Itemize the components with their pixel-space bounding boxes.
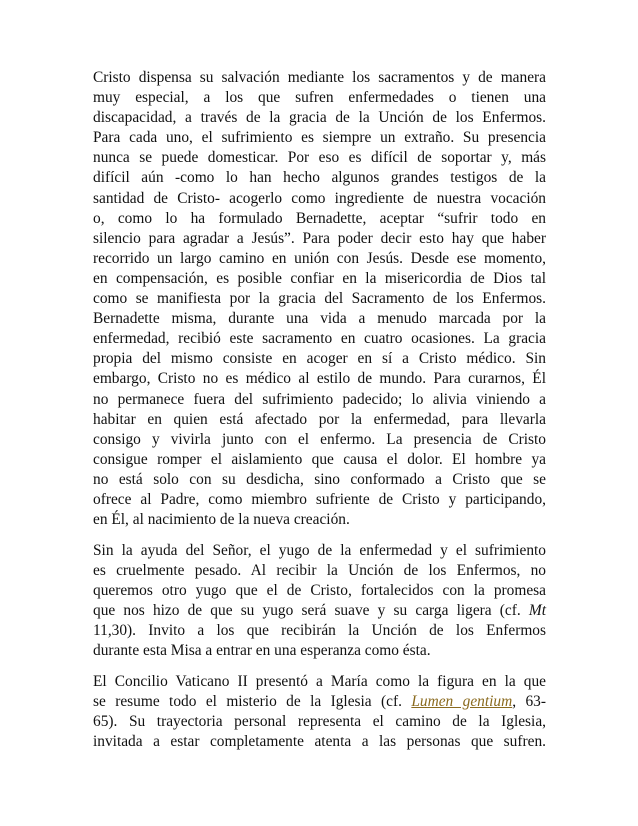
- text-line: santidad de Cristo- acogerlo como ingrediente de nuestra vocación: [93, 189, 546, 207]
- text-line: en Él, al nacimiento de la nueva creación.: [93, 511, 350, 529]
- text-line: propia del mismo consiste en acoger en sí a Cristo médico. Sin: [93, 350, 546, 368]
- text-line: consigue romper el aislamiento que causa el dolor. El hombre ya: [93, 450, 546, 468]
- paragraph-gap: [93, 661, 546, 672]
- text-line: muy especial, a los que sufren enfermedades o tienen una: [93, 89, 546, 107]
- text-line: consigo y vivirla junto con el enfermo. La presencia de Cristo: [93, 430, 546, 448]
- text-line: 65). Su trayectoria personal representa el camino de la Iglesia,: [93, 712, 546, 730]
- paragraph-gap: [93, 530, 546, 541]
- text-line: silencio para agradar a Jesús”. Para poder decir esto hay que haber: [93, 229, 546, 247]
- text-line: Para cada uno, el sufrimiento es siempre un extraño. Su presencia: [93, 129, 546, 147]
- text-line: ofrece al Padre, como miembro sufriente de Cristo y participando,: [93, 490, 546, 508]
- text-line: no está solo con su desdicha, sino conformado a Cristo que se: [93, 470, 546, 488]
- text-line: 11,30). Invito a los que recibirán la Unción de los Enfermos: [93, 622, 546, 640]
- text-line: Bernadette misma, durante una vida a menudo marcada por la: [93, 310, 546, 328]
- text-line: El Concilio Vaticano II presentó a María como la figura en la que: [93, 672, 546, 690]
- text-line: como se manifiesta por la gracia del Sacramento de los Enfermos.: [93, 290, 546, 308]
- text-line: difícil aún -como lo han hecho algunos grandes testigos de la: [93, 169, 546, 187]
- text-line-with-link: [93, 692, 546, 712]
- text-line: en compensación, es posible confiar en la misericordia de Dios tal: [93, 269, 546, 287]
- text-line: durante esta Misa a entrar en una esperanza como ésta.: [93, 642, 431, 660]
- text-segment: que nos hizo de que su yugo será suave y su carga ligera (cf.: [93, 601, 521, 619]
- text-line: o, como lo ha formulado Bernadette, aceptar “sufrir todo en: [93, 209, 546, 227]
- text-line: queremos otro yugo que el de Cristo, fortalecidos con la promesa: [93, 581, 546, 599]
- text-line: es cruelmente pesado. Al recibir la Unción de los Enfermos, no: [93, 561, 546, 579]
- lumen-gentium-link[interactable]: Lumen gentium: [411, 692, 513, 710]
- text-line: Cristo dispensa su salvación mediante los sacramentos y de manera: [93, 69, 546, 86]
- text-segment: , 63-: [512, 692, 546, 710]
- text-line: enfermedad, recibió este sacramento en cuatro ocasiones. La gracia: [93, 330, 546, 348]
- text-line: Sin la ayuda del Señor, el yugo de la enfermedad y el sufrimiento: [93, 541, 546, 559]
- citation-mt: Mt: [528, 601, 546, 619]
- text-line: invitada a estar completamente atenta a las personas que sufren.: [93, 733, 546, 750]
- text-line: embargo, Cristo no es médico al estilo de mundo. Para curarnos, Él: [93, 370, 546, 388]
- paragraph-2: [93, 541, 546, 662]
- paragraph-1: [93, 68, 546, 530]
- text-line: no permanece fuera del sufrimiento padecido; lo alivia viniendo a: [93, 390, 546, 408]
- text-segment: se resume todo el misterio de la Iglesia (cf.: [93, 692, 412, 710]
- text-line: nunca se puede domesticar. Por eso es difícil de soportar y, más: [93, 149, 546, 167]
- text-line: discapacidad, a través de la gracia de la Unción de los Enfermos.: [93, 109, 546, 127]
- text-line: recorrido un largo camino en unión con Jesús. Desde ese momento,: [93, 249, 546, 267]
- text-line: habitar en quien está afectado por la enfermedad, para llevarla: [93, 410, 546, 428]
- text-line-with-citation: [93, 601, 546, 621]
- paragraph-3: [93, 672, 546, 752]
- document-page: [93, 68, 546, 752]
